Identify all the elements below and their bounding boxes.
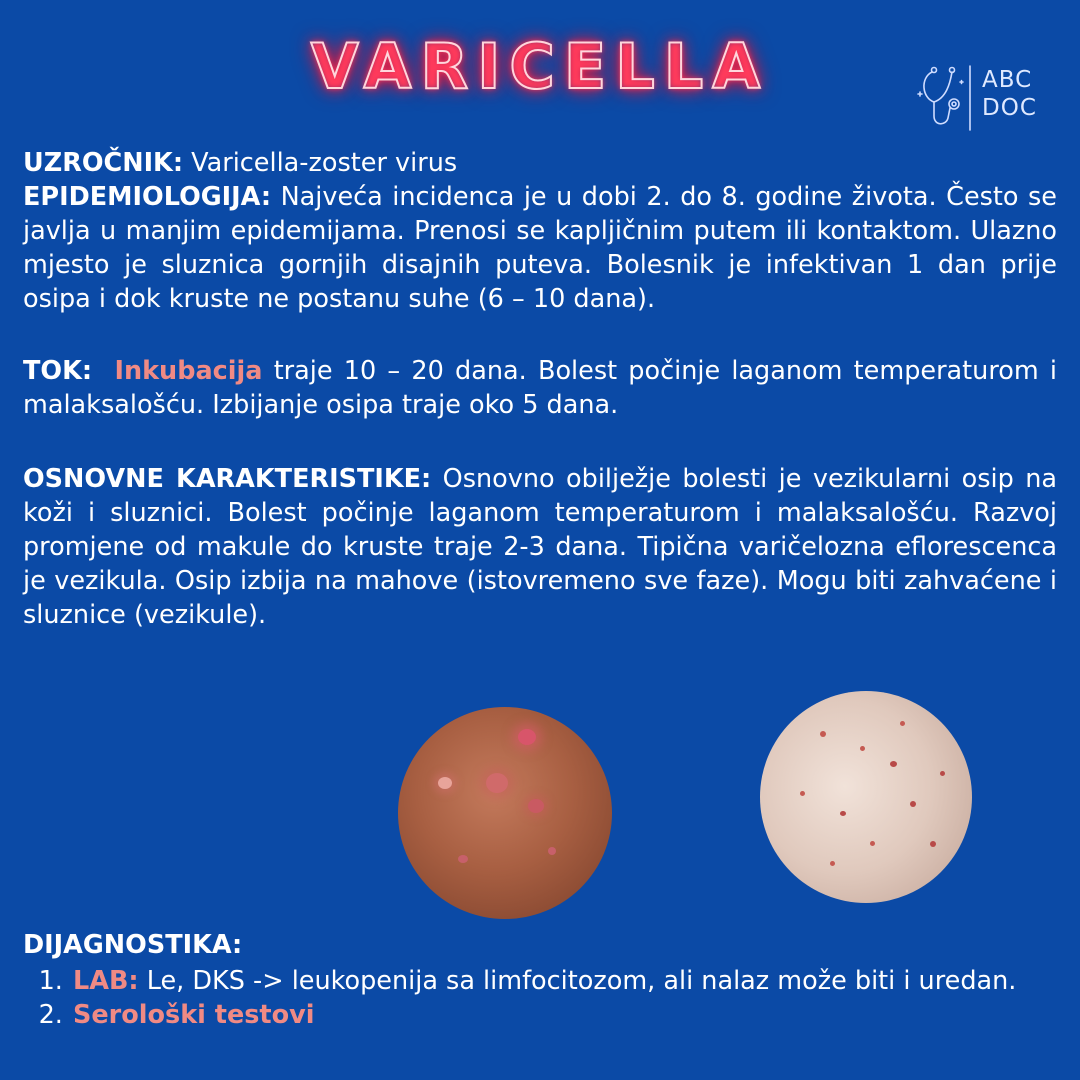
rash-photo-2 <box>760 691 972 903</box>
logo-line-2: DOC <box>982 95 1037 121</box>
uzrocnik-label: UZROČNIK: <box>23 148 184 178</box>
dijagnostika-section <box>23 928 1063 1032</box>
lab-text: Le, DKS -> leukopenija sa limfocitozom, ali nalaz može biti i uredan. <box>138 966 1017 996</box>
seroloski-label: Serološki testovi <box>73 1000 315 1030</box>
page-title: VARICELLA <box>310 30 770 103</box>
tok-text: traje 10 – 20 dana. Bolest počinje laganom temperaturom i malaksalošću. Izbijanje osipa traje oko 5 dana. <box>23 356 1057 420</box>
tok-label: TOK: <box>23 356 93 386</box>
tok-paragraph <box>23 354 1057 422</box>
epidemiologija-paragraph <box>23 180 1057 316</box>
epidemiologija-label: EPIDEMIOLOGIJA: <box>23 182 272 212</box>
logo-line-1: ABC <box>982 67 1033 93</box>
lab-label: LAB: <box>73 966 139 996</box>
karakteristike-text: Osnovno obilježje bolesti je vezikularni osip na koži i sluznici. Bolest počinje laganom temperaturom i malaksalošću. Razvoj promjene od makule do kruste traje 2-3 dana. Tipična varičelozna eflorescenca je vezikula. Osip izbija na mahove (istovremeno sve faze). Mogu biti zahvaćene i sluznice (vezikule). <box>23 464 1058 630</box>
uzrocnik-text: Varicella-zoster virus <box>183 148 458 178</box>
abcdoc-logo <box>912 64 1042 132</box>
dijagnostika-label: DIJAGNOSTIKA: <box>23 930 243 960</box>
main-content <box>23 146 1057 632</box>
list-item <box>71 998 1063 1032</box>
uzrocnik-paragraph <box>23 146 1057 180</box>
dijagnostika-list <box>23 964 1063 1032</box>
karakteristike-paragraph <box>23 462 1057 632</box>
epidemiologija-text: Najveća incidenca je u dobi 2. do 8. godine života. Često se javlja u manjim epidemijama. Prenosi se kapljičnim putem ili kontaktom. Ulazno mjesto je sluznica gornjih disajnih puteva. Bolesnik je infektivan 1 dan prije osipa i dok kruste ne postanu suhe (6 – 10 dana). <box>23 182 1057 314</box>
karakteristike-label: OSNOVNE KARAKTERISTIKE: <box>23 464 432 494</box>
tok-highlight: Inkubacija <box>114 356 263 386</box>
stethoscope-icon <box>912 64 976 132</box>
logo-text <box>982 66 1037 122</box>
list-item <box>71 964 1063 998</box>
rash-photo-1 <box>398 707 612 919</box>
